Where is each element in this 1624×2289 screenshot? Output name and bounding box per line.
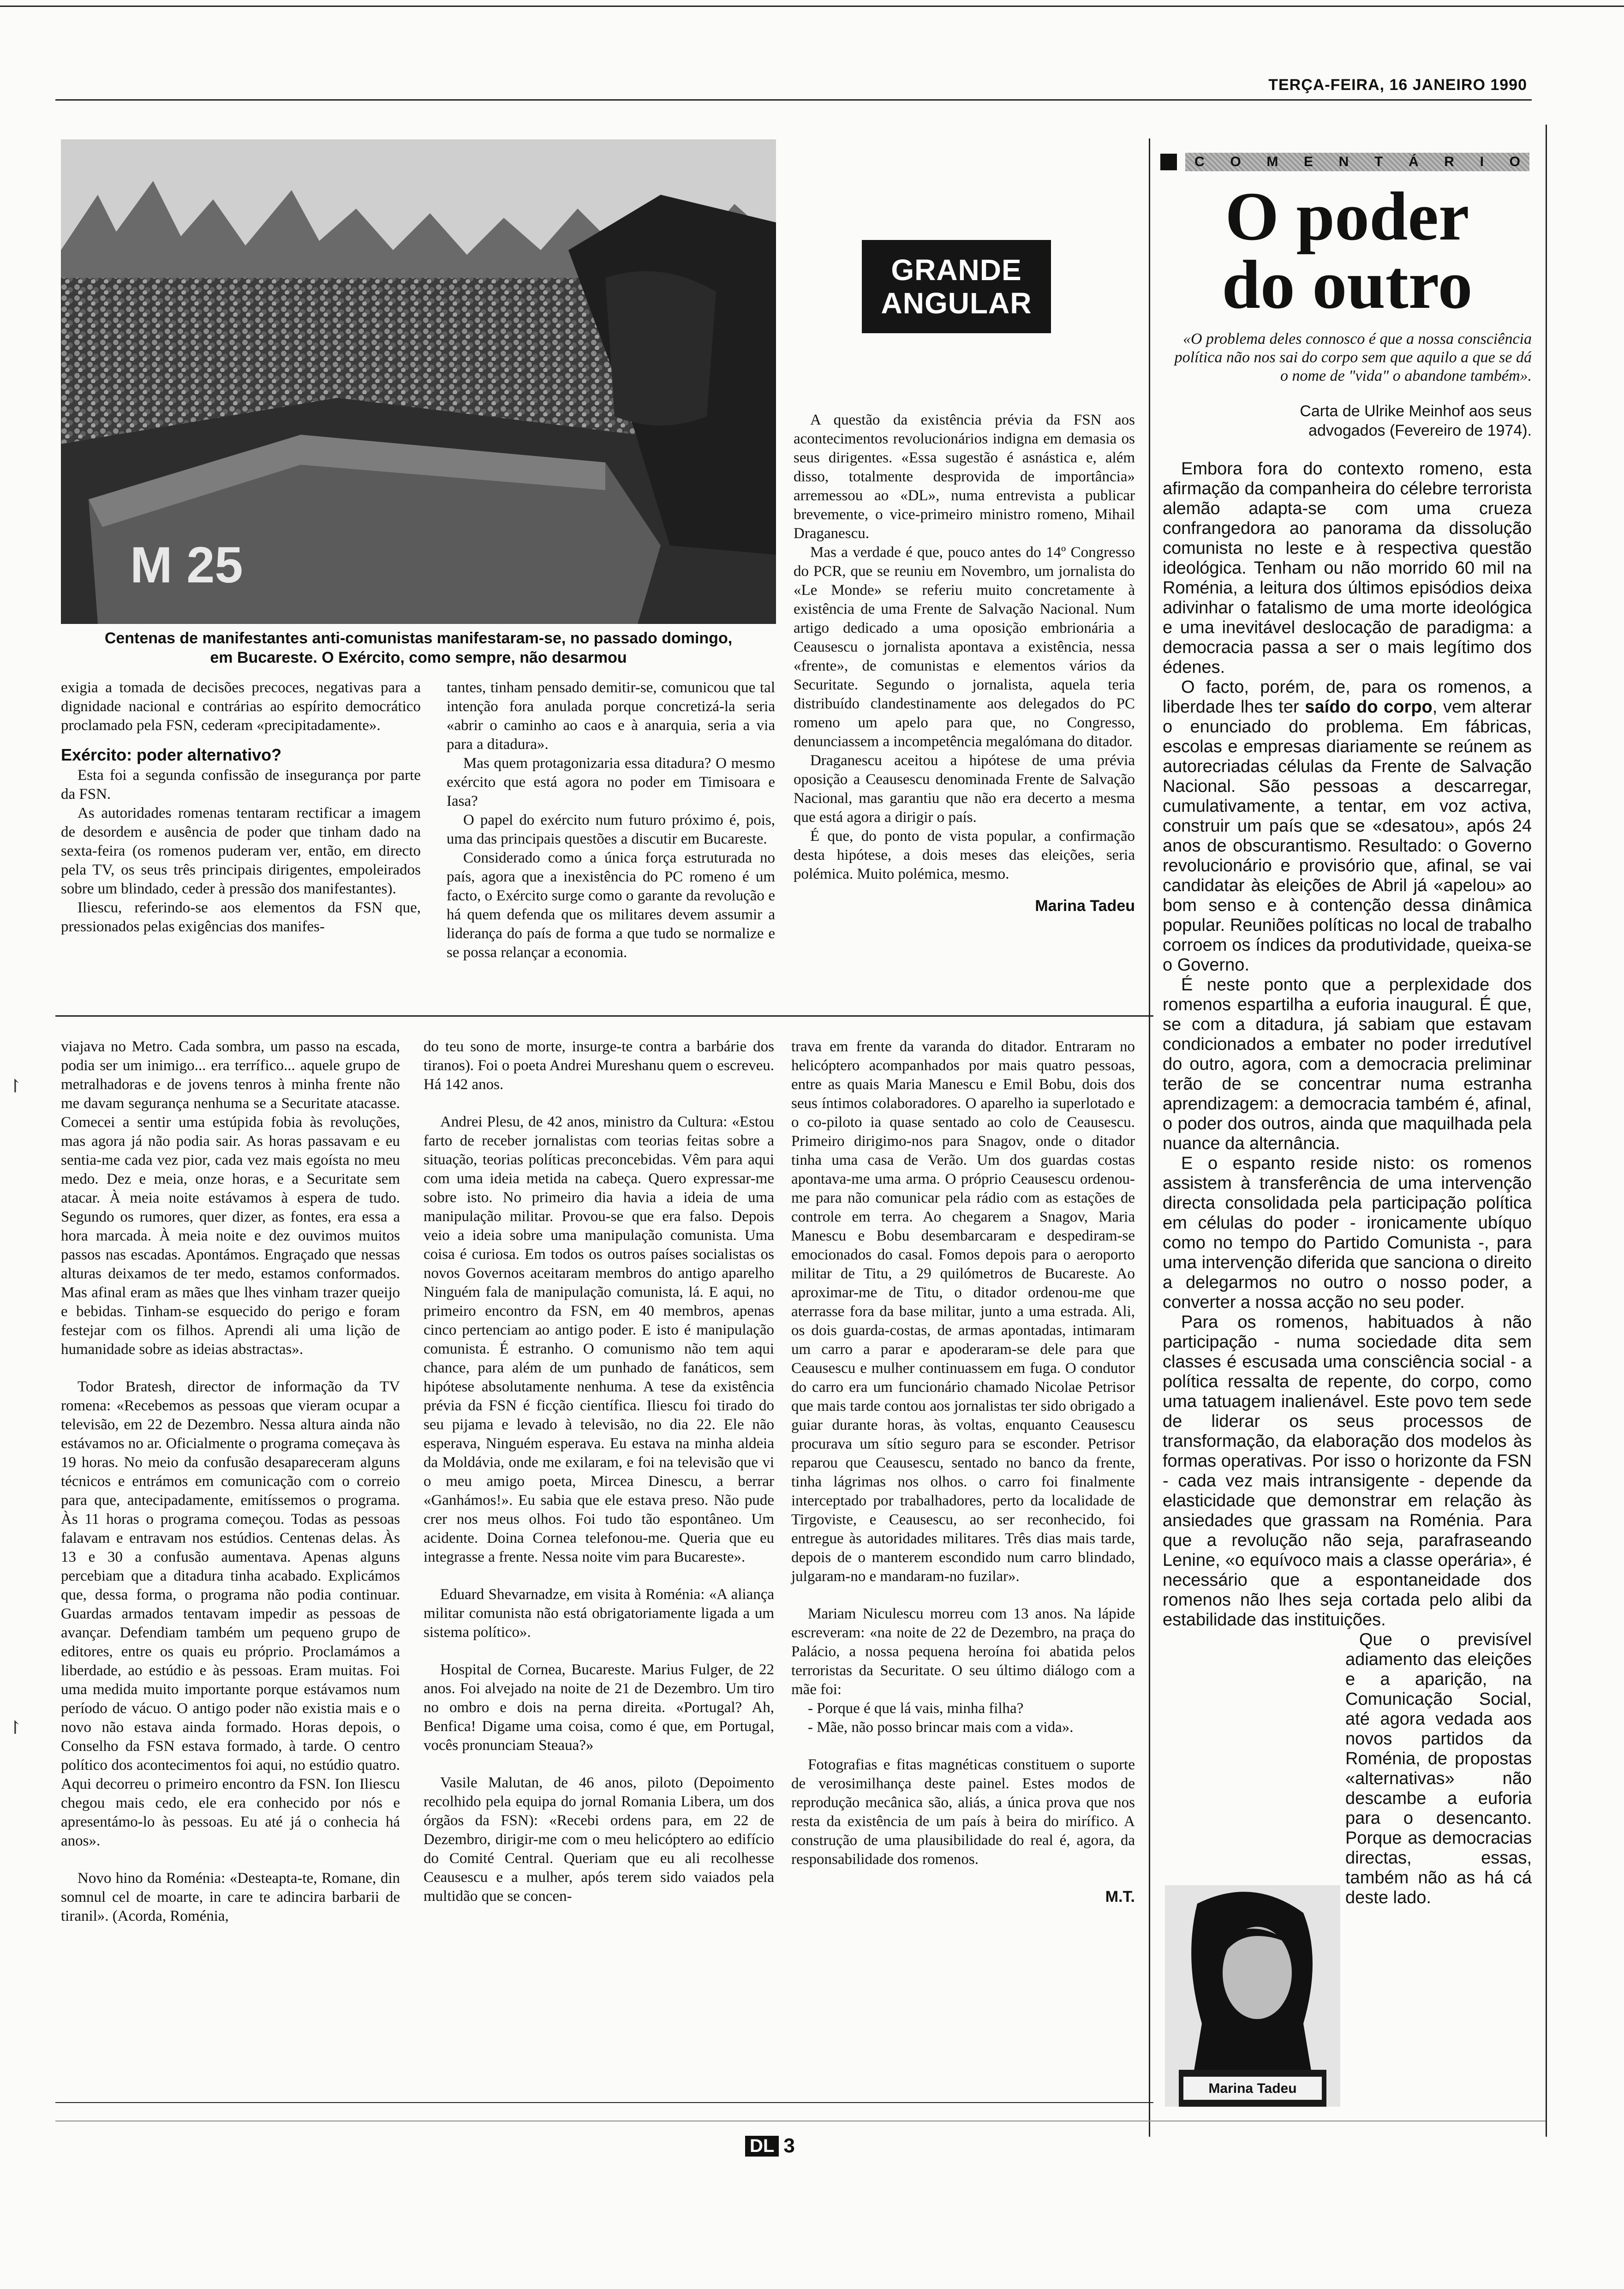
top-subhead: Exército: poder alternativo? bbox=[61, 745, 282, 764]
comentario-letter: O bbox=[1230, 154, 1241, 169]
comentario-emphasis: saído do corpo bbox=[1305, 697, 1433, 717]
section-divider bbox=[55, 1015, 1153, 1017]
photo-caption bbox=[61, 629, 776, 667]
comentario-letter: Á bbox=[1408, 154, 1419, 169]
top-col2-paragraph: O papel do exército num futuro próximo é, pois, uma das principais questões a discutir em Bucareste. bbox=[447, 812, 775, 847]
page-folio bbox=[745, 2134, 795, 2157]
bottom-col3-paragraph: trava em frente da varanda do ditador. Entraram no helicóptero acompanhados por mais quatro pessoas, entre as quais Maria Manescu e Emil Bobu, dois dos seus íntimos colaboradores. O aparelho ia superlotado e o co-piloto ia quase sentado ao colo de Ceausescu. Primeiro dirigimo-nos para Snagov, onde o ditador tinha uma casa de Verão. Um dos guardas costas apontava-me uma arma. O próprio Ceausescu ordenou-me para não comunicar pela rádio com as estações de controle em terra. Ao chegarem a Snagov, Maria Manescu e Bobu desembarcaram e despediram-se emocionados do casal. Fomos depois para o aeroporto militar de Titu, a 29 quilómetros de Bucareste. Ao aproximar-me de Titu, o ditador ordenou-me que aterrasse fora da base militar, junto a uma estrada. Ali, os dois guarda-costas, de armas apontadas, intimaram um carro a parar e apoderaram-se dele para que Ceausescu e mulher continuassem em fuga. O condutor do carro era um funcionário chamado Nicolae Petrisor que mais tarde contou aos jornalistas ter sido obrigado a guiar durante horas, às voltas, enquanto Ceausescu procurava um sítio seguro para se esconder. Petrisor reparou que Ceausescu, sentado no banco da frente, tinha lágrimas nos olhos. o carro foi finalmente interceptado por trabalhadores, perto da localidade de Tirgoviste, e Ceausescu, ao ser reconhecido, foi entregue às autoridades militares. Três dias mais tarde, depois de o manterem escondido num carro blindado, julgaram-no e mandaram-no fuzilar». bbox=[791, 1038, 1135, 1585]
vehicle-marking: M 25 bbox=[130, 537, 243, 593]
bottom-col1-paragraph: Todor Bratesh, director de informação da TV romena: «Recebemos as pessoas que vieram ocupar a televisão, em 22 de Dezembro. Nessa altura ainda não estávamos no ar. Oficialmente o programa começava às 19 horas. No meio da confusão desapareceram alguns técnicos e entrámos em comunicação com o correio para que, antecipadamente, emitíssemos o programa. Às 11 horas o programa começou. Todas as pessoas falavam e entravam nos estúdios. Centenas delas. Às 13 e 30 a confusão aumentava. Apenas alguns percebiam que a ditadura tinha acabado. Explicámos que, dessa forma, o programa não podia continuar. Guardas armados tentavam impedir as pessoas de avançar. Defendiam também um pequeno grupo de editores, entre os quais eu próprio. Proclamámos a liberdade, ao estúdio e às pessoas. Eram muitas. Foi uma medida muito importante porque estávamos num período de vácuo. O antigo poder não existia mais e o novo não estava ainda formado. Horas depois, o Conselho da FSN estava formado, à tarde. O centro político dos acontecimentos foi aqui, no estúdio quatro. Aqui decorreu o primeiro encontro da FSN. Ion Iliescu chegou mais cedo, ele era conhecido por nós e apresentámo-lo às pessoas. Eu até já o conhecia há anos». bbox=[61, 1378, 400, 1849]
comentario-text: O facto, porém, de, para os romenos, a liberdade lhes ter bbox=[1163, 677, 1532, 717]
photo-caption-line1: Centenas de manifestantes anti-comunistas manifestaram-se, no passado domingo, bbox=[104, 629, 733, 647]
comentario-paragraph: É neste ponto que a perplexidade dos romenos espartilha a euforia inaugural. É que, se com a ditadura, já sabiam que estavam condicionados a embater no poder irredutível do outro, agora, com a democracia preliminar terão de se concentrar numa estranha aprendizagem: a democracia também é, afinal, o poder dos outros, ainda que maquilhada pela nuance da alternância. bbox=[1163, 975, 1532, 1153]
dateline: TERÇA-FEIRA, 16 JANEIRO 1990 bbox=[1268, 76, 1527, 94]
bottom-article-signature: M.T. bbox=[1105, 1888, 1135, 1906]
top-col1-paragraph: Esta foi a segunda confissão de insegurança por parte da FSN. bbox=[61, 767, 421, 803]
comentario-left-rule bbox=[1149, 138, 1150, 2137]
grande-angular-line2: ANGULAR bbox=[881, 287, 1032, 320]
top-col2-paragraph: Mas quem protagonizaria essa ditadura? O mesmo exército que está agora no poder em Timisoara e Iasa? bbox=[447, 755, 775, 809]
comentario-epigraph-source bbox=[1174, 401, 1532, 440]
bottom-col3-paragraph: Fotografias e fitas magnéticas constituem o suporte de verosimilhança deste painel. Estes modos de reprodução mecânica são, aliás, a única prova que nos resta da existência de um país à beira do mirífico. A construção de uma plausibilidade do real é, agora, da responsabilidade dos romenos. bbox=[791, 1756, 1135, 1868]
top-article-signature: Marina Tadeu bbox=[1035, 897, 1135, 915]
bottom-article-column-1 bbox=[61, 1037, 400, 1926]
bottom-col1-paragraph: viajava no Metro. Cada sombra, um passo na escada, podia ser um inimigo... era terrífico... aquele grupo de metralhadoras e de jovens tenros à minha frente não me davam segurança nenhuma se a Securitate atacasse. Comecei a sentir uma estúpida fobia às revoluções, mas agora já não podia sair. As horas passavam e eu sentia-me cada vez pior, cada vez mais egoísta no meu medo. Dez e meia, onze horas, e a Securitate sem atacar. À meia noite estávamos à espera de tudo. Segundo os rumores, quer dizer, as fontes, era essa a hora marcada. À meia noite e dez ouvimos muitos passos nas escadas. Apontámos. Engraçado que nessas alturas deixamos de ter medo, estamos conformados. Mas afinal eram as mães que lhes vinham trazer queijo e bebidas. Tinham-se esquecido do perigo e foram festejar com os filhos. Aprendi ali uma lição de humanidade sobre as ideias abstractas». bbox=[61, 1038, 400, 1358]
top-col3-paragraph: É que, do ponto de vista popular, a confirmação desta hipótese, a dois meses das eleições, seria polémica. Muito polémica, mesmo. bbox=[794, 828, 1135, 882]
comentario-title bbox=[1163, 178, 1532, 323]
bottom-col3-dialog: - Porque é que lá vais, minha filha? bbox=[808, 1700, 1024, 1717]
comentario-title-line1: O poder bbox=[1225, 178, 1469, 255]
comentario-paragraph bbox=[1163, 677, 1532, 975]
top-col1-intro: exigia a tomada de decisões precoces, negativas para a dignidade nacional e contrárias ao espírito democrático proclamado pela FSN, cederam «precipitadamente». bbox=[61, 679, 421, 734]
comentario-text: , vem alterar o enunciado do problema. Em fábricas, escolas e empresas diariamente se reúnem as autorecriadas células da Frente de Salvação Nacional. São pessoas a descarregar, cumulativamente, a tentar, em voz activa, construir um país que se «desatou», após 24 anos de obscurantismo. Resultado: o Governo revolucionário e provisório que, afinal, se vai candidatar às eleições de Abril já «apelou» ao bom senso e à contenção dessa dinâmica popular. Reuniões políticas no local de trabalho corroem os índices da produtividade, queixa-se o Governo. bbox=[1163, 697, 1532, 975]
header-rule bbox=[55, 99, 1532, 101]
bottom-col3-paragraph: Mariam Niculescu morreu com 13 anos. Na lápide escreveram: «na noite de 22 de Dezembro, na praça do Palácio, a nossa pequena heroína foi abatida pelos terroristas da Securitate. O seu último diálogo com a mãe foi: bbox=[791, 1606, 1135, 1698]
margin-arrow-icon: ↾ bbox=[7, 1717, 23, 1738]
bottom-col2-paragraph: Eduard Shevarnadze, em visita à Roménia: «A aliança militar comunista não está obrigatoriamente ligada a um sistema político». bbox=[424, 1586, 774, 1641]
top-col1-paragraph: Iliescu, referindo-se aos elementos da FSN que, pressionados pelas exigências dos manifes- bbox=[61, 899, 421, 935]
comentario-label-bar bbox=[1160, 151, 1529, 173]
page-number: 3 bbox=[783, 2134, 795, 2157]
comentario-letter: T bbox=[1374, 154, 1383, 169]
comentario-square-icon bbox=[1160, 154, 1177, 170]
top-article-column-2 bbox=[447, 678, 775, 962]
bottom-text-rule bbox=[55, 2102, 1153, 2103]
grande-angular-line1: GRANDE bbox=[891, 253, 1022, 287]
bottom-col2-paragraph: Hospital de Cornea, Bucareste. Marius Fulger, de 22 anos. Foi alvejado na noite de 21 de Dezembro. Um tiro no ombro e dois na perna direita. «Portugal? Ah, Benfica! Digame uma coisa, como é que, em Portugal, vocês pronunciam Steaua?» bbox=[424, 1661, 774, 1754]
comentario-letter: E bbox=[1303, 154, 1313, 169]
comentario-letter: N bbox=[1338, 154, 1349, 169]
top-article-column-3 bbox=[794, 411, 1135, 916]
protest-photo bbox=[61, 139, 776, 624]
comentario-letter: R bbox=[1444, 154, 1454, 169]
comentario-paragraph: Embora fora do contexto romeno, esta afirmação da companheira do célebre terrorista alemão adapta-se com uma crueza confrangedora ao panorama da dissolução comunista no leste e à respectiva questão ideológica. Tenham ou não morrido 60 mil na Roménia, a leitura dos últimos episódios deixa adivinhar o fatalismo de uma morte ideológica e uma inevitável deslocação de paradigma: a democracia passa a ser o mais legítimo dos édenes. bbox=[1163, 459, 1532, 677]
comentario-epigraph: «O problema deles connosco é que a nossa consciência política não nos sai do corpo sem que aquilo a que se dá o nome de "vida" o abandone também». bbox=[1174, 330, 1532, 384]
comentario-paragraph: Para os romenos, habituados à não participação - numa sociedade dita sem classes é escusada uma consciência social - a política ressalta de repente, do corpo, como uma tatuagem inalienável. Este povo tem sede de liderar os seus processos de transformação, da elaboração dos modelos às formas operativas. Por isso o horizonte da FSN - cada vez mais intransigente - depende da elasticidade que demonstrar em relação às ansiedades que grassam na Roménia. Para que a revolução não seja, parafraseando Lenine, «o equívoco mais a classe operária», é necessário que a espontaneidade dos romenos não lhes seja cortada pelo alibi da estabilidade das instituições. bbox=[1163, 1312, 1532, 1630]
comentario-body bbox=[1163, 459, 1532, 1908]
comentario-letter: M bbox=[1266, 154, 1278, 169]
top-article-column-1 bbox=[61, 678, 421, 936]
portrait-caption: Marina Tadeu bbox=[1208, 2081, 1297, 2096]
bottom-article-column-3 bbox=[791, 1037, 1135, 1906]
protest-photo-image bbox=[61, 139, 776, 624]
top-col3-paragraph: Draganescu aceitou a hipótese de uma prévia oposição a Ceausescu denominada Frente de Salvação Nacional, mas garantiu que não era decerto a mesma que está agora a dirigir o país. bbox=[794, 752, 1135, 826]
top-col3-paragraph: Mas a verdade é que, pouco antes do 14º Congresso do PCR, que se reuniu em Novembro, um jornalista do «Le Monde» se referiu muito concretamente à existência de uma Frente de Salvação Nacional. Num artigo dedicado a uma oposição embrionária a Ceausescu o jornalista apontava a existência, nessa «frente», de comunistas e elementos vários da Securitate. Segundo o jornalista, aquela teria distribuído clandestinamente aos delegados do PC romeno um apelo para que, no Congresso, denunciassem a incompetência megalómana do ditador. bbox=[794, 544, 1135, 750]
bottom-col2-paragraph: Andrei Plesu, de 42 anos, ministro da Cultura: «Estou farto de receber jornalistas com teorias feitas sobre a situação, teorias políticas preconcebidas. Vêm para aqui com uma ideia metida na cabeça. Quero expressar-me sobre isto. No primeiro dia havia a ideia de uma manipulação militar. Provou-se que era falso. Depois veio a ideia sobre uma manipulação comunista. Uma coisa é curiosa. Em todos os outros países socialistas os novos Governos aceitaram membros do antigo aparelho Ninguém fala de manipulação comunista, lá. E aqui, no primeiro encontro da FSN, em 40 membros, apenas cinco pertenciam ao antigo poder. E isto é manipulação comunista. É estranho. O comunismo não tem aqui chance, para além de um punhado de fanáticos, sem hipótese absolutamente nenhuma. A tese da existência prévia da FSN é ficção científica. Iliescu foi tirado do seu pijama e levado à televisão, no dia 22. Ele não esperava, Ninguém esperava. Eu estava na minha aldeia da Moldávia, onde me exilaram, e foi na televisão que vi o meu amigo poeta, Mircea Dinescu, a berrar «Ganhámos!». Eu sabia que ele estava preso. Não pude crer nos meus olhos. Foi tudo tão espontâneo. Um acidente. Doina Cornea telefonou-me. Queria que eu integrasse a frente. Nessa noite vim para Bucareste». bbox=[424, 1114, 774, 1565]
top-col2-paragraph: tantes, tinham pensado demitir-se, comunicou que tal intenção fora anulada porque concretizá-la seria «abrir o caminho ao caos e à anarquia, seria a via para a ditadura». bbox=[447, 679, 775, 753]
top-edge-rule bbox=[0, 6, 1624, 7]
bottom-col3-dialog: - Mãe, não posso brincar mais com a vida». bbox=[808, 1719, 1074, 1736]
comentario-paragraph: E o espanto reside nisto: os romenos assistem à transferência de uma intervenção directa consolidada pela participação política em células do poder - ironicamente ubíquo como no tempo do Partido Comunista -, para uma intervenção diferida que sanciona o direito a delegarmos no outro o nosso poder, a converter a nossa acção no seu poder. bbox=[1163, 1154, 1532, 1312]
comentario-paragraph: Que o previsível adiamento das eleições e a aparição, na Comunicação Social, até agora vedada aos novos partidos da Roménia, de propostas «alternativas» não descambe a euforia para o desencanto. Porque as democracias directas, essas, também não as há cá deste lado. bbox=[1345, 1630, 1532, 1907]
grande-angular-box bbox=[862, 240, 1051, 333]
author-portrait bbox=[1165, 1885, 1340, 2107]
top-col2-paragraph: Considerado como a única força estruturada no país, agora que a inexistência do PC romeno é um facto, o Exército surge como o garante da revolução e há quem defenda que os militares devem assumir a liderança do país de forma a que tudo se normalize e se possa relançar a economia. bbox=[447, 850, 775, 961]
top-col1-paragraph: As autoridades romenas tentaram rectificar a imagem de desordem e ausência de poder que tinham dado na sexta-feira (os romenos puderam ver, então, em directo pela TV, os seus três principais dirigentes, empoleirados sobre um blindado, ceder à pressão dos manifestantes). bbox=[61, 805, 421, 897]
margin-arrow-icon: ↾ bbox=[7, 1076, 23, 1097]
comentario-letter: O bbox=[1509, 154, 1520, 169]
bottom-col2-paragraph: Vasile Malutan, de 46 anos, piloto (Depoimento recolhido pela equipa do jornal Romania Libera, um dos órgãos da FSN): «Recebi ordens para, em 22 de Dezembro, dirigir-me com o meu helicóptero ao edifício do Comité Central. Queriam que eu ali recolhesse Ceausescu e a mulher, após terem sido vaiados pela multidão que se concen- bbox=[424, 1774, 774, 1905]
comentario-letter: I bbox=[1480, 154, 1484, 169]
epigraph-source-line: advogados (Fevereiro de 1974). bbox=[1308, 422, 1532, 439]
top-col3-paragraph: A questão da existência prévia da FSN aos acontecimentos revolucionários indigna em demasia os seus dirigentes. «Essa sugestão é asnástica e, além disso, totalmente desprovida de importância» arremessou ao «DL», numa entrevista a publicar brevemente, o vice-primeiro ministro romeno, Mihail Draganescu. bbox=[794, 412, 1135, 542]
dl-logo: DL bbox=[745, 2136, 779, 2157]
bottom-article-column-2 bbox=[424, 1037, 774, 1906]
bottom-col2-paragraph: do teu sono de morte, insurge-te contra a barbárie dos tiranos). Foi o poeta Andrei Mureshanu quem o escreveu. Há 142 anos. bbox=[424, 1038, 774, 1093]
epigraph-source-line: Carta de Ulrike Meinhof aos seus bbox=[1300, 402, 1532, 420]
author-portrait-image bbox=[1165, 1885, 1340, 2107]
comentario-title-line2: do outro bbox=[1222, 246, 1473, 323]
comentario-right-rule bbox=[1546, 125, 1547, 2137]
comentario-label bbox=[1185, 153, 1529, 171]
comentario-letter: C bbox=[1194, 154, 1205, 169]
bottom-col1-paragraph: Novo hino da Roménia: «Desteapta-te, Romane, din somnul cel de moarte, in care te adincira barbarii de tiranil». (Acorda, Roménia, bbox=[61, 1870, 400, 1924]
photo-caption-line2: em Bucareste. O Exército, como sempre, não desarmou bbox=[210, 649, 627, 666]
